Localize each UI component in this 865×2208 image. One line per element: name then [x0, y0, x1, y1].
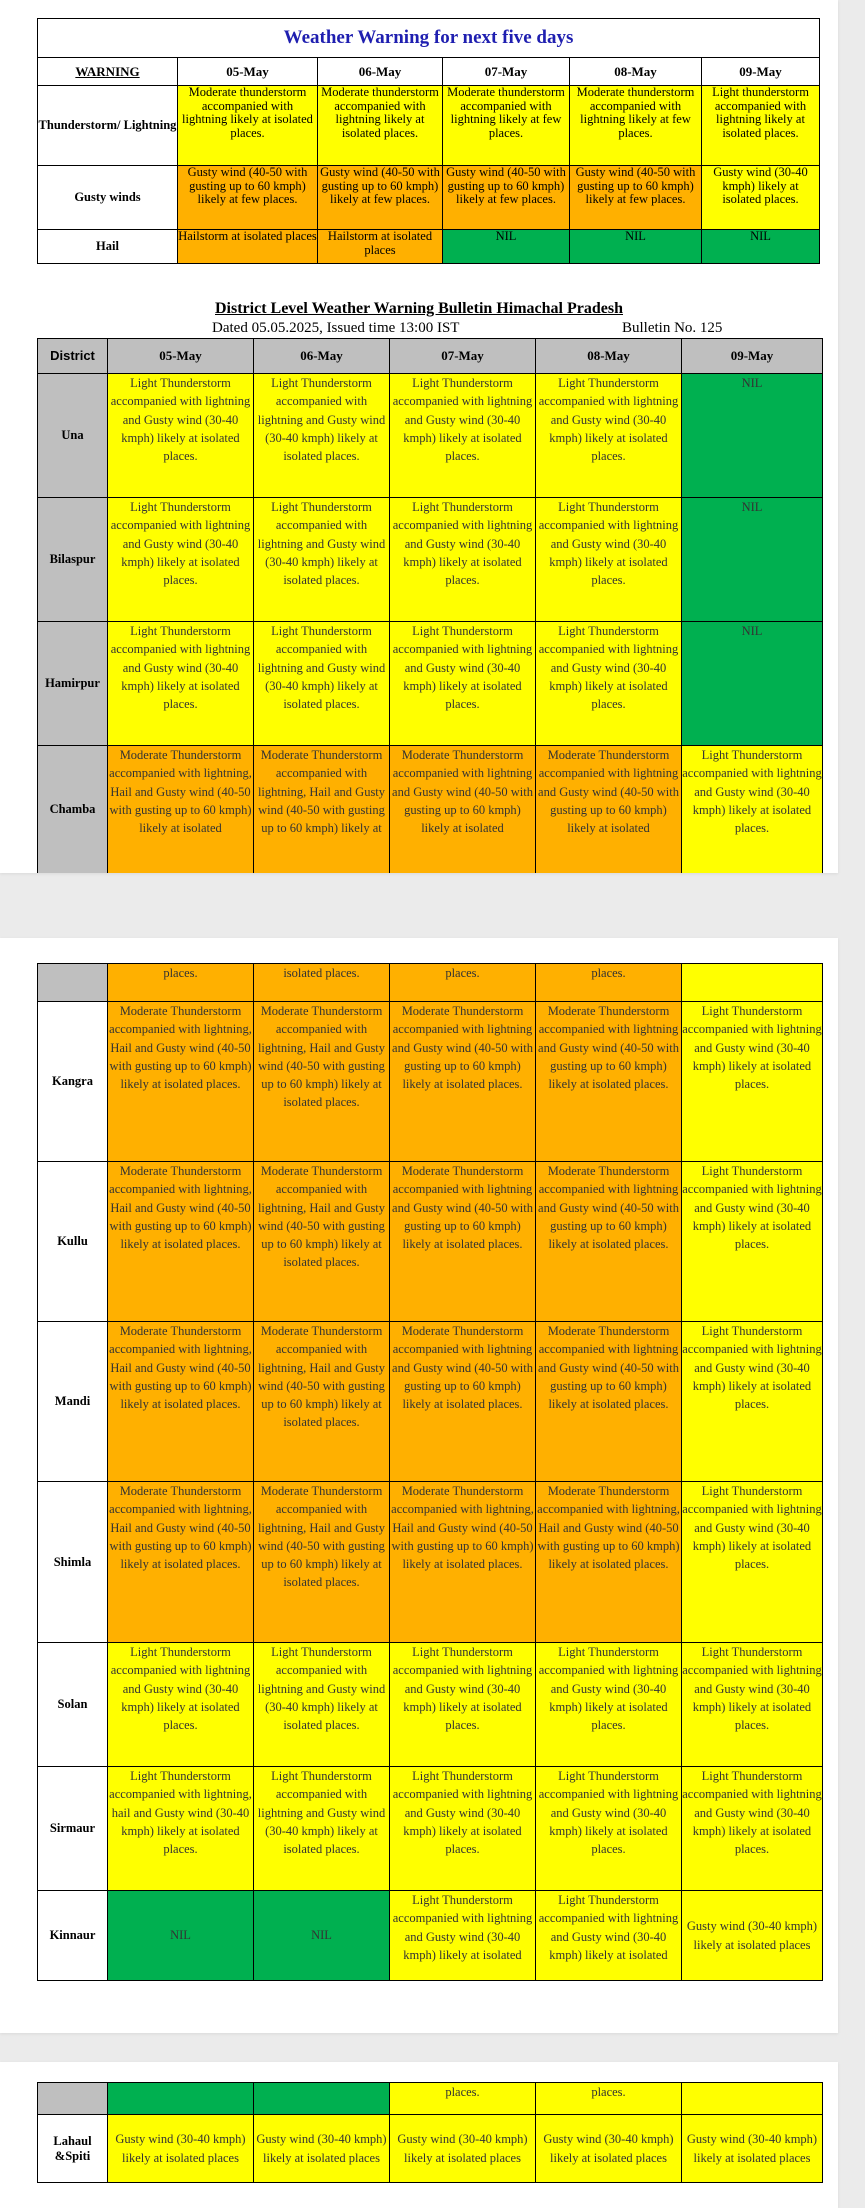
forecast-cell: Moderate Thunderstorm accompanied with lightning and Gusty wind (40-50 with gusting up to 60 kmph) likely at isolated places. — [536, 1162, 682, 1322]
forecast-cell: Light Thunderstorm accompanied with lightning and Gusty wind (30-40 kmph) likely at isolated places. — [536, 1643, 682, 1767]
forecast-cell: Light Thunderstorm accompanied with lightning and Gusty wind (30-40 kmph) likely at isolated places. — [390, 374, 536, 498]
warning-cell: Hailstorm at isolated places — [318, 230, 443, 264]
forecast-cell: Moderate Thunderstorm accompanied with lightning, Hail and Gusty wind (40-50 with gusting up to 60 kmph) likely at isolated places. — [254, 1482, 390, 1643]
forecast-cell: Light Thunderstorm accompanied with lightning and Gusty wind (30-40 kmph) likely at isolated places. — [682, 1482, 823, 1643]
district-row — [38, 1767, 823, 1891]
forecast-cell: Light Thunderstorm accompanied with lightning and Gusty wind (30-40 kmph) likely at isolated places. — [390, 1643, 536, 1767]
forecast-cell: Light Thunderstorm accompanied with lightning and Gusty wind (30-40 kmph) likely at isolated places. — [390, 1767, 536, 1891]
forecast-cell: Moderate Thunderstorm accompanied with lightning and Gusty wind (40-50 with gusting up to 60 kmph) likely at isolated places. — [390, 1322, 536, 1482]
bulletin-number: Bulletin No. 125 — [622, 320, 723, 336]
bulletin-title: District Level Weather Warning Bulletin Himachal Pradesh — [215, 300, 623, 317]
district-name: Lahaul &Spiti — [38, 2115, 108, 2183]
bulletin-page-1 — [0, 0, 838, 873]
day-header: 08-May — [536, 339, 682, 374]
forecast-cell: Moderate Thunderstorm accompanied with lightning, Hail and Gusty wind (40-50 with gusting up to 60 kmph) likely at isolated places. — [108, 1002, 254, 1162]
bulletin-page-3 — [0, 2062, 838, 2208]
forecast-cell — [254, 2083, 390, 2115]
forecast-cell: Moderate Thunderstorm accompanied with lightning and Gusty wind (40-50 with gusting up to 60 kmph) likely at isolated places. — [536, 1002, 682, 1162]
day-header: 05-May — [108, 339, 254, 374]
forecast-cell: Moderate Thunderstorm accompanied with lightning and Gusty wind (40-50 with gusting up to 60 kmph) likely at isolated places. — [390, 1162, 536, 1322]
forecast-cell: Light Thunderstorm accompanied with lightning and Gusty wind (30-40 kmph) likely at isolated places. — [390, 498, 536, 622]
warning-cell: Gusty wind (40-50 with gusting up to 60 kmph) likely at few places. — [318, 166, 443, 230]
day-header: 09-May — [702, 58, 820, 86]
day-header: 07-May — [443, 58, 570, 86]
district-row — [38, 2115, 823, 2183]
forecast-cell — [108, 2083, 254, 2115]
forecast-cell: Light Thunderstorm accompanied with lightning and Gusty wind (30-40 kmph) likely at isolated places. — [536, 374, 682, 498]
district-name: Sirmaur — [38, 1767, 108, 1891]
forecast-cell: places. — [536, 2083, 682, 2115]
forecast-cell: Moderate Thunderstorm accompanied with lightning, Hail and Gusty wind (40-50 with gusting up to 60 kmph) likely at — [254, 746, 390, 874]
day-header: 09-May — [682, 339, 823, 374]
forecast-cell: Light Thunderstorm accompanied with lightning and Gusty wind (30-40 kmph) likely at isolated places. — [682, 1643, 823, 1767]
warning-cell: NIL — [443, 230, 570, 264]
warning-cell: Gusty wind (40-50 with gusting up to 60 kmph) likely at few places. — [443, 166, 570, 230]
bulletin-page-2 — [0, 938, 838, 2033]
summary-row-thunderstorm — [38, 86, 820, 166]
forecast-cell: NIL — [682, 498, 823, 622]
district-row — [38, 1002, 823, 1162]
warning-cell: NIL — [702, 230, 820, 264]
forecast-cell: Light Thunderstorm accompanied with lightning and Gusty wind (30-40 kmph) likely at isolated places. — [108, 374, 254, 498]
district-column-header: District — [38, 339, 108, 374]
summary-row-hail — [38, 230, 820, 264]
forecast-cell: Moderate Thunderstorm accompanied with lightning, Hail and Gusty wind (40-50 with gusting up to 60 kmph) likely at isolated places. — [108, 1162, 254, 1322]
district-row — [38, 498, 823, 622]
forecast-cell: Moderate Thunderstorm accompanied with lightning and Gusty wind (40-50 with gusting up to 60 kmph) likely at isolated places. — [536, 1322, 682, 1482]
forecast-cell: places. — [390, 964, 536, 1002]
bulletin-dated: Dated 05.05.2025, Issued time 13:00 IST — [212, 320, 460, 336]
forecast-cell: Moderate Thunderstorm accompanied with lightning, Hail and Gusty wind (40-50 with gusting up to 60 kmph) likely at isolated places. — [254, 1322, 390, 1482]
day-header: 06-May — [254, 339, 390, 374]
forecast-cell — [682, 964, 823, 1002]
forecast-cell: Gusty wind (30-40 kmph) likely at isolated places — [108, 2115, 254, 2183]
forecast-cell: Moderate Thunderstorm accompanied with lightning, Hail and Gusty wind (40-50 with gusting up to 60 kmph) likely at isolated places. — [254, 1162, 390, 1322]
forecast-cell: Gusty wind (30-40 kmph) likely at isolated places — [254, 2115, 390, 2183]
forecast-cell: Light Thunderstorm accompanied with lightning and Gusty wind (30-40 kmph) likely at isolated places. — [108, 498, 254, 622]
district-name — [38, 2083, 108, 2115]
forecast-cell: Moderate Thunderstorm accompanied with lightning and Gusty wind (40-50 with gusting up to 60 kmph) likely at isolated — [390, 746, 536, 874]
forecast-cell: Light Thunderstorm accompanied with lightning and Gusty wind (30-40 kmph) likely at isolated — [390, 1891, 536, 1981]
warning-cell: Moderate thunderstorm accompanied with lightning likely at few places. — [443, 86, 570, 166]
continuation-row — [38, 964, 823, 1002]
forecast-cell — [682, 2083, 823, 2115]
forecast-cell: Light Thunderstorm accompanied with lightning and Gusty wind (30-40 kmph) likely at isolated places. — [254, 622, 390, 746]
forecast-cell: Light Thunderstorm accompanied with lightning and Gusty wind (30-40 kmph) likely at isolated places. — [254, 498, 390, 622]
forecast-cell: Light Thunderstorm accompanied with lightning and Gusty wind (30-40 kmph) likely at isolated places. — [108, 1643, 254, 1767]
forecast-cell: Light Thunderstorm accompanied with lightning and Gusty wind (30-40 kmph) likely at isolated places. — [682, 746, 823, 874]
summary-title: Weather Warning for next five days — [38, 19, 820, 58]
forecast-cell: Light Thunderstorm accompanied with lightning and Gusty wind (30-40 kmph) likely at isolated places. — [536, 622, 682, 746]
forecast-cell: Moderate Thunderstorm accompanied with lightning, Hail and Gusty wind (40-50 with gusting up to 60 kmph) likely at isolated — [108, 746, 254, 874]
district-name: Una — [38, 374, 108, 498]
forecast-cell: Light Thunderstorm accompanied with lightning and Gusty wind (30-40 kmph) likely at isolated places. — [536, 498, 682, 622]
forecast-cell: Moderate Thunderstorm accompanied with lightning, Hail and Gusty wind (40-50 with gusting up to 60 kmph) likely at isolated places. — [536, 1482, 682, 1643]
forecast-cell: Light Thunderstorm accompanied with lightning and Gusty wind (30-40 kmph) likely at isolated — [536, 1891, 682, 1981]
forecast-cell: Light Thunderstorm accompanied with lightning and Gusty wind (30-40 kmph) likely at isolated places. — [682, 1162, 823, 1322]
forecast-cell: Moderate Thunderstorm accompanied with lightning and Gusty wind (40-50 with gusting up to 60 kmph) likely at isolated places. — [390, 1002, 536, 1162]
forecast-cell: Gusty wind (30-40 kmph) likely at isolated places — [390, 2115, 536, 2183]
warning-cell: Moderate thunderstorm accompanied with lightning likely at isolated places. — [318, 86, 443, 166]
district-name: Solan — [38, 1643, 108, 1767]
forecast-cell: isolated places. — [254, 964, 390, 1002]
forecast-cell: Gusty wind (30-40 kmph) likely at isolated places — [536, 2115, 682, 2183]
district-name: Mandi — [38, 1322, 108, 1482]
warning-cell: Gusty wind (40-50 with gusting up to 60 kmph) likely at few places. — [178, 166, 318, 230]
forecast-cell: Light Thunderstorm accompanied with lightning and Gusty wind (30-40 kmph) likely at isolated places. — [682, 1322, 823, 1482]
district-warning-table — [37, 338, 823, 873]
forecast-cell: Light Thunderstorm accompanied with lightning and Gusty wind (30-40 kmph) likely at isolated places. — [682, 1767, 823, 1891]
day-header: 08-May — [570, 58, 702, 86]
district-row — [38, 1643, 823, 1767]
warning-type-label: Gusty winds — [38, 166, 178, 230]
district-name: Chamba — [38, 746, 108, 874]
forecast-cell: Gusty wind (30-40 kmph) likely at isolated places — [682, 2115, 823, 2183]
forecast-cell: Light Thunderstorm accompanied with lightning and Gusty wind (30-40 kmph) likely at isolated places. — [254, 1767, 390, 1891]
forecast-cell: NIL — [682, 622, 823, 746]
district-name: Kullu — [38, 1162, 108, 1322]
forecast-cell: Light Thunderstorm accompanied with lightning and Gusty wind (30-40 kmph) likely at isolated places. — [254, 1643, 390, 1767]
forecast-cell: Light Thunderstorm accompanied with lightning and Gusty wind (30-40 kmph) likely at isolated places. — [536, 1767, 682, 1891]
district-name: Shimla — [38, 1482, 108, 1643]
forecast-cell: Moderate Thunderstorm accompanied with lightning and Gusty wind (40-50 with gusting up to 60 kmph) likely at isolated — [536, 746, 682, 874]
warning-cell: Gusty wind (40-50 with gusting up to 60 kmph) likely at few places. — [570, 166, 702, 230]
forecast-cell: Light Thunderstorm accompanied with lightning, hail and Gusty wind (30-40 kmph) likely at isolated places. — [108, 1767, 254, 1891]
warning-cell: NIL — [570, 230, 702, 264]
forecast-cell: NIL — [108, 1891, 254, 1981]
forecast-cell: NIL — [254, 1891, 390, 1981]
warning-column-header: WARNING — [38, 58, 178, 86]
day-header: 05-May — [178, 58, 318, 86]
warning-cell: Hailstorm at isolated places — [178, 230, 318, 264]
district-row — [38, 1162, 823, 1322]
forecast-cell: Gusty wind (30-40 kmph) likely at isolated places — [682, 1891, 823, 1981]
forecast-cell: Light Thunderstorm accompanied with lightning and Gusty wind (30-40 kmph) likely at isolated places. — [682, 1002, 823, 1162]
day-header: 07-May — [390, 339, 536, 374]
warning-cell: Light thunderstorm accompanied with lightning likely at isolated places. — [702, 86, 820, 166]
forecast-cell: Light Thunderstorm accompanied with lightning and Gusty wind (30-40 kmph) likely at isolated places. — [390, 622, 536, 746]
district-name: Kinnaur — [38, 1891, 108, 1981]
district-name: Kangra — [38, 1002, 108, 1162]
district-row — [38, 1891, 823, 1981]
continuation-row — [38, 2083, 823, 2115]
district-name: Bilaspur — [38, 498, 108, 622]
district-row — [38, 746, 823, 874]
district-warning-table-continued-2 — [37, 2082, 823, 2183]
forecast-cell: Moderate Thunderstorm accompanied with lightning, Hail and Gusty wind (40-50 with gusting up to 60 kmph) likely at isolated places. — [390, 1482, 536, 1643]
district-name — [38, 964, 108, 1002]
district-row — [38, 622, 823, 746]
district-row — [38, 374, 823, 498]
district-name: Hamirpur — [38, 622, 108, 746]
warning-type-label: Hail — [38, 230, 178, 264]
district-row — [38, 1322, 823, 1482]
warning-cell: Moderate thunderstorm accompanied with lightning likely at isolated places. — [178, 86, 318, 166]
summary-row-gusty-winds — [38, 166, 820, 230]
forecast-cell: places. — [536, 964, 682, 1002]
forecast-cell: NIL — [682, 374, 823, 498]
forecast-cell: Moderate Thunderstorm accompanied with lightning, Hail and Gusty wind (40-50 with gusting up to 60 kmph) likely at isolated places. — [254, 1002, 390, 1162]
forecast-cell: places. — [390, 2083, 536, 2115]
forecast-cell: Light Thunderstorm accompanied with lightning and Gusty wind (30-40 kmph) likely at isolated places. — [108, 622, 254, 746]
warning-cell: Moderate thunderstorm accompanied with lightning likely at few places. — [570, 86, 702, 166]
forecast-cell: places. — [108, 964, 254, 1002]
district-warning-table-continued — [37, 963, 823, 1981]
day-header: 06-May — [318, 58, 443, 86]
forecast-cell: Moderate Thunderstorm accompanied with lightning, Hail and Gusty wind (40-50 with gusting up to 60 kmph) likely at isolated places. — [108, 1482, 254, 1643]
forecast-cell: Moderate Thunderstorm accompanied with lightning, Hail and Gusty wind (40-50 with gusting up to 60 kmph) likely at isolated places. — [108, 1322, 254, 1482]
warning-type-label: Thunderstorm/ Lightning — [38, 86, 178, 166]
warning-cell: Gusty wind (30-40 kmph) likely at isolated places. — [702, 166, 820, 230]
forecast-cell: Light Thunderstorm accompanied with lightning and Gusty wind (30-40 kmph) likely at isolated places. — [254, 374, 390, 498]
five-day-warning-table — [37, 18, 820, 264]
district-row — [38, 1482, 823, 1643]
